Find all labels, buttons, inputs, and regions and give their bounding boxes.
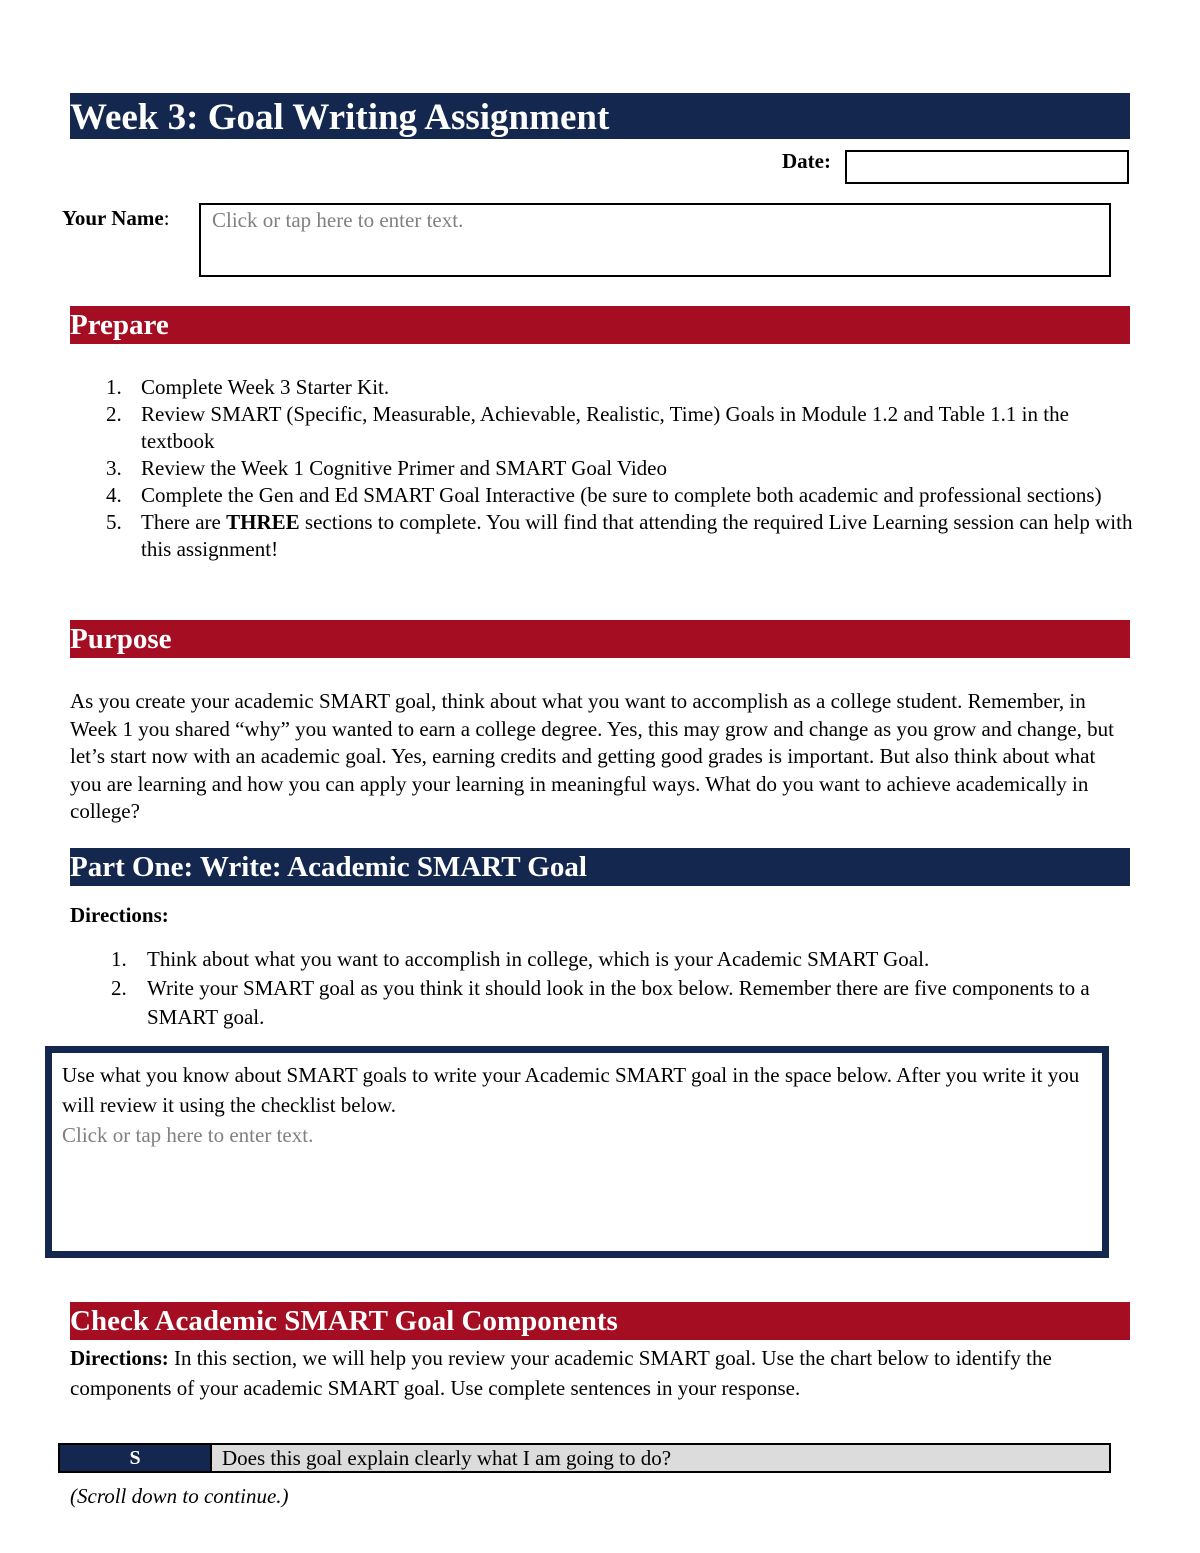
goal-box-instruction: Use what you know about SMART goals to write your Academic SMART goal in the space below. After you write it you will review it using the checklist below. [62,1063,1080,1117]
part-one-heading: Part One: Write: Academic SMART Goal [70,851,587,883]
check-directions-label: Directions: [70,1346,169,1370]
scroll-note: (Scroll down to continue.) [70,1484,289,1508]
part-one-directions-list [111,945,1101,1032]
list-item [106,455,1136,482]
list-item-text: Complete the Gen and Ed SMART Goal Interactive (be sure to complete both academic and professional sections) [141,483,1102,507]
check-directions-text: In this section, we will help you review your academic SMART goal. Use the chart below to identify the components of your academic SMART goal. Use complete sentences in your response. [70,1346,1052,1400]
list-number: 1. [106,375,122,399]
prepare-heading-banner [70,306,1130,344]
list-number: 2. [111,976,127,1000]
prepare-list [106,374,1136,563]
name-label [62,206,170,231]
list-item-text: Write your SMART goal as you think it should look in the box below. Remember there are five components to a SMART goal. [147,976,1090,1029]
part-one-directions-label: Directions: [70,903,169,927]
prepare-heading: Prepare [70,309,169,341]
smart-letter-cell: S [60,1445,210,1471]
list-item [106,401,1136,455]
purpose-heading-banner [70,620,1130,658]
date-field[interactable] [845,150,1129,184]
list-number: 3. [106,456,122,480]
list-item [106,482,1136,509]
page-title: Week 3: Goal Writing Assignment [70,97,610,138]
list-item [111,974,1101,1032]
name-label-colon: : [163,206,170,230]
table-row [58,1443,1111,1473]
list-item-text: Review the Week 1 Cognitive Primer and SMART Goal Video [141,456,667,480]
purpose-paragraph: As you create your academic SMART goal, think about what you want to accomplish as a college student. Remember, in Week 1 you shared “why” you wanted to earn a college degree. Yes, this may grow and change as you grow and change, but let’s start now with an academic goal. Yes, earning credits and getting good grades is important. But also think about what you are learning and how you can apply your learning in meaningful ways. What do you want to achieve academically in college? [70,689,1114,823]
name-field[interactable] [199,203,1111,277]
list-item-text: Review SMART (Specific, Measurable, Achievable, Realistic, Time) Goals in Module 1.2 and Table 1.1 in the textbook [141,402,1069,453]
list-item-text: sections to complete. You will find that attending the required Live Learning session can help with this assignment! [141,510,1133,561]
list-number: 4. [106,483,122,507]
list-number: 2. [106,402,122,426]
list-item [111,945,1101,974]
list-number: 1. [111,947,127,971]
list-item-text: Complete Week 3 Starter Kit. [141,375,390,399]
academic-goal-field[interactable] [45,1046,1109,1258]
name-label-text: Your Name [62,206,164,230]
smart-question-cell: Does this goal explain clearly what I am going to do? [210,1445,1109,1471]
list-item [106,509,1136,563]
list-item-emphasis: THREE [226,510,300,534]
list-item-text: There are [141,510,227,534]
name-field-placeholder: Click or tap here to enter text. [212,208,464,232]
purpose-heading: Purpose [70,623,172,655]
check-directions [70,1343,1120,1403]
list-number: 5. [106,510,122,534]
list-item [106,374,1136,401]
check-heading: Check Academic SMART Goal Components [70,1305,618,1337]
check-heading-banner [70,1302,1130,1340]
goal-box-placeholder: Click or tap here to enter text. [62,1123,314,1147]
part-one-heading-banner [70,848,1130,886]
title-banner [70,93,1130,139]
list-item-text: Think about what you want to accomplish in college, which is your Academic SMART Goal. [147,947,930,971]
date-label: Date: [782,149,831,173]
